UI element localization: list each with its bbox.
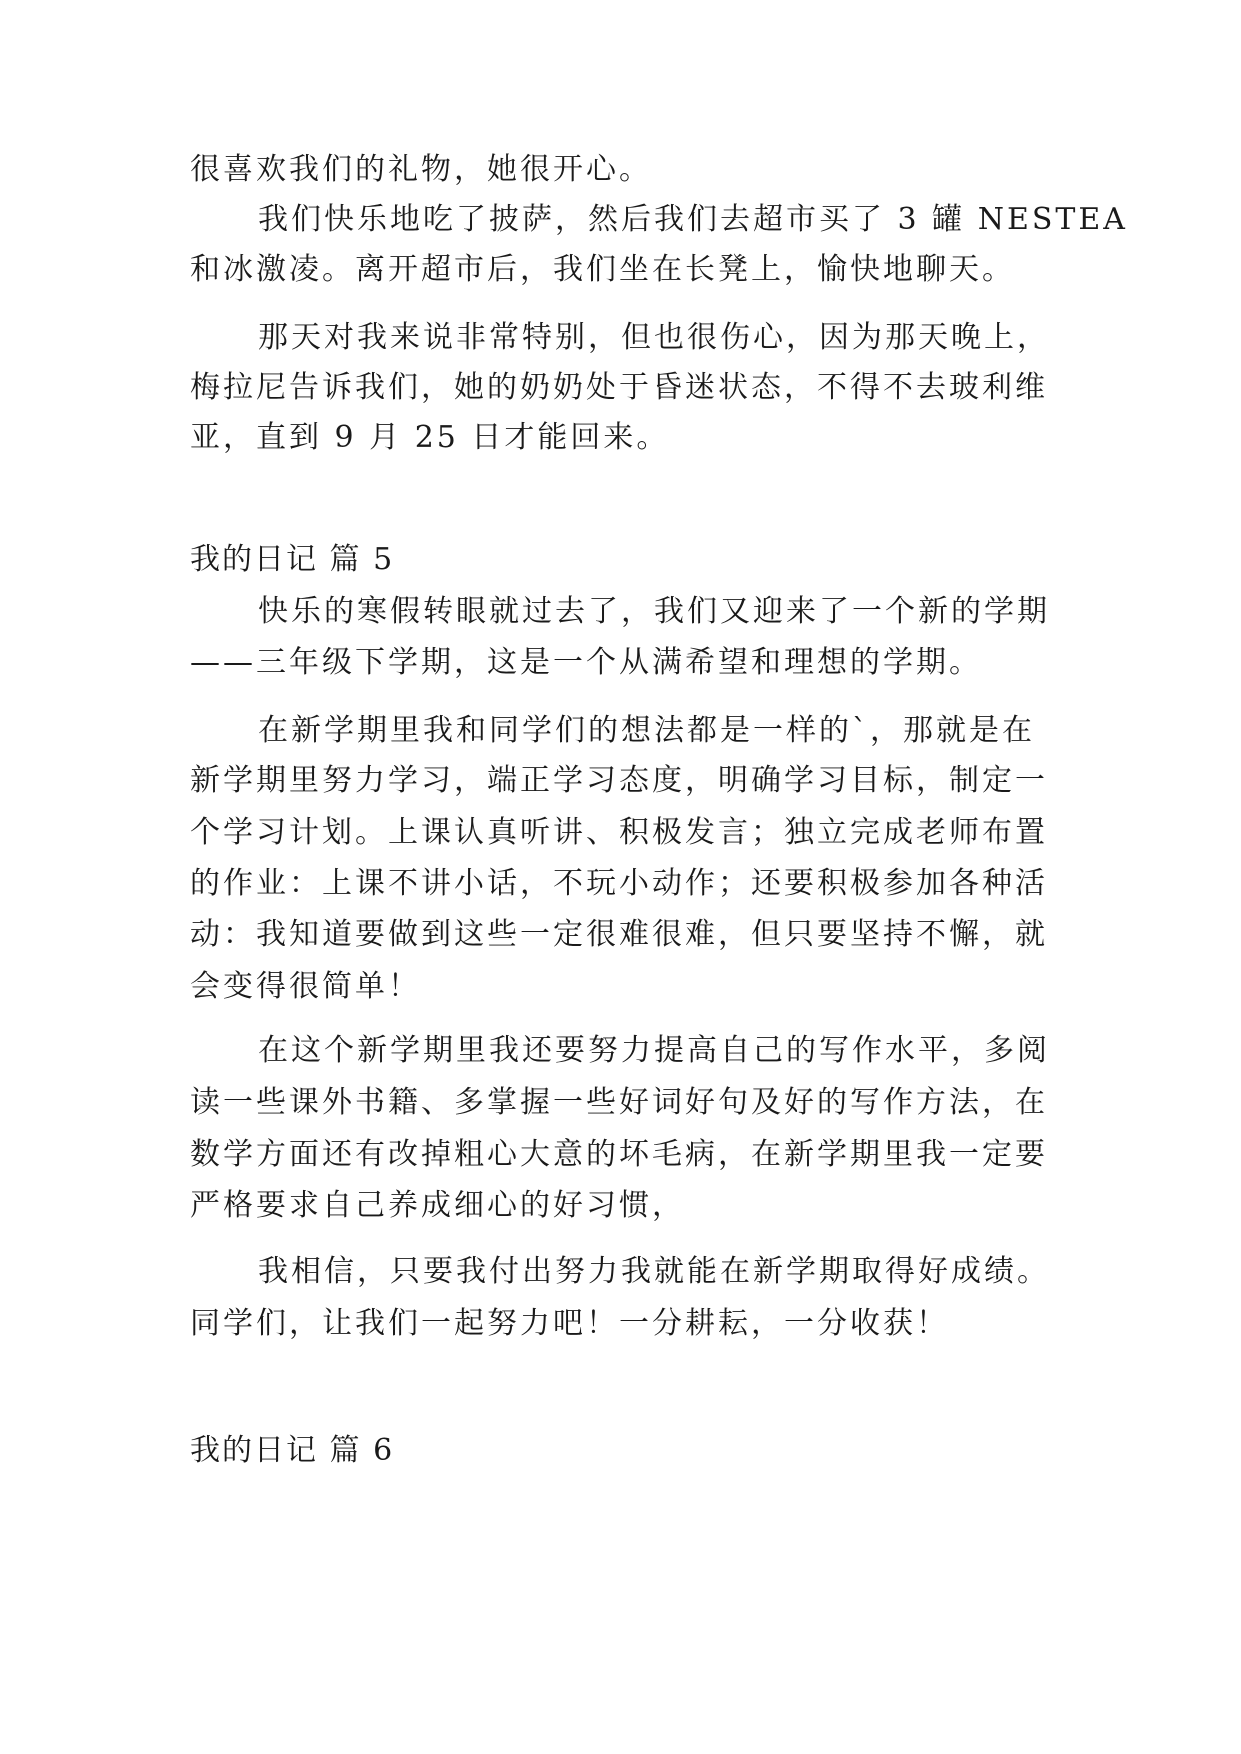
paragraph-line: 的作业：上课不讲小话，不玩小动作；还要积极参加各种活	[190, 866, 1048, 901]
section-heading: 我的日记 篇 6	[190, 1433, 395, 1468]
paragraph-line: 我相信，只要我付出努力我就能在新学期取得好成绩。	[258, 1254, 1050, 1289]
paragraph-line: 我们快乐地吃了披萨，然后我们去超市买了 3 罐 NESTEA	[258, 202, 1128, 237]
paragraph-line: 梅拉尼告诉我们，她的奶奶处于昏迷状态，不得不去玻利维	[190, 370, 1048, 405]
paragraph-line: 严格要求自己养成细心的好习惯，	[190, 1188, 685, 1223]
paragraph-line: ——三年级下学期，这是一个从满希望和理想的学期。	[190, 645, 982, 680]
paragraph-line: 很喜欢我们的礼物，她很开心。	[190, 152, 652, 187]
paragraph-line: 在新学期里我和同学们的想法都是一样的`，那就是在	[258, 713, 1035, 748]
paragraph-line: 数学方面还有改掉粗心大意的坏毛病，在新学期里我一定要	[190, 1137, 1048, 1172]
paragraph-line: 动：我知道要做到这些一定很难很难，但只要坚持不懈，就	[190, 917, 1048, 952]
paragraph-line: 亚，直到 9 月 25 日才能回来。	[190, 420, 670, 455]
paragraph-line: 会变得很简单！	[190, 969, 421, 1004]
paragraph-line: 快乐的寒假转眼就过去了，我们又迎来了一个新的学期	[258, 594, 1050, 629]
paragraph-line: 个学习计划。上课认真听讲、积极发言；独立完成老师布置	[190, 815, 1048, 850]
paragraph-line: 读一些课外书籍、多掌握一些好词好句及好的写作方法，在	[190, 1085, 1048, 1120]
paragraph-line: 新学期里努力学习，端正学习态度，明确学习目标，制定一	[190, 763, 1048, 798]
paragraph-line: 同学们，让我们一起努力吧！一分耕耘，一分收获！	[190, 1306, 949, 1341]
paragraph-line: 和冰激凌。离开超市后，我们坐在长凳上，愉快地聊天。	[190, 252, 1015, 287]
section-heading: 我的日记 篇 5	[190, 542, 395, 577]
paragraph-line: 在这个新学期里我还要努力提高自己的写作水平，多阅	[258, 1033, 1050, 1068]
paragraph-line: 那天对我来说非常特别，但也很伤心，因为那天晚上，	[258, 320, 1050, 355]
